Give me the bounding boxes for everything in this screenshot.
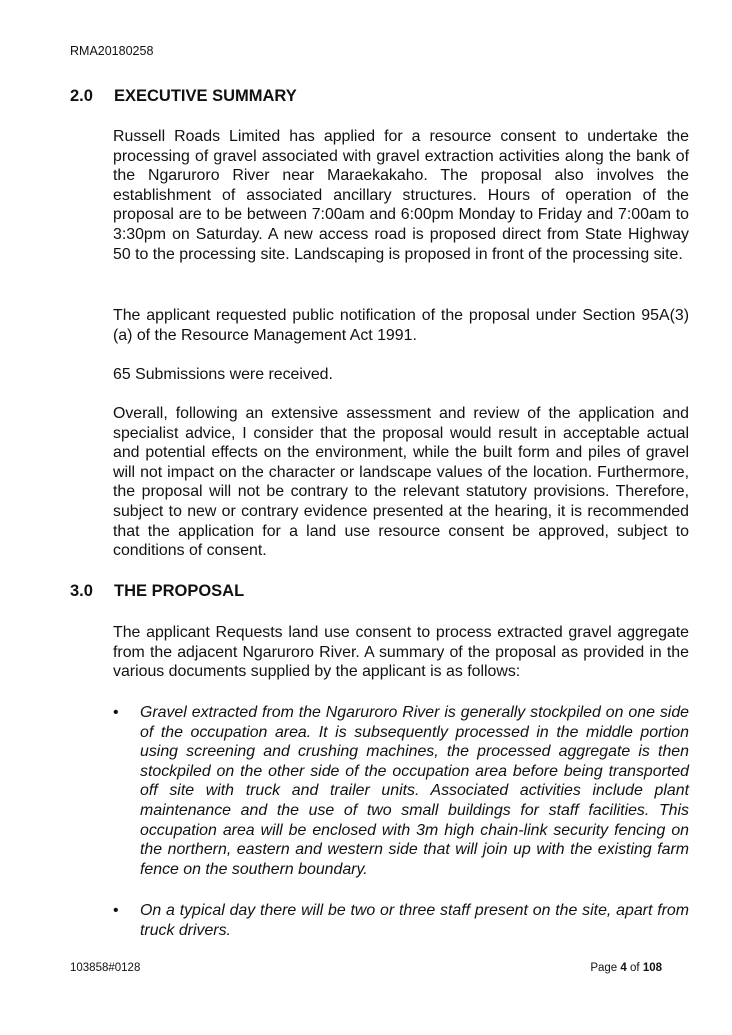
paragraph-public-notification: The applicant requested public notification of the proposal under Section 95A(3)(a) of the Resource Management Act 1991. xyxy=(113,307,689,344)
document-reference: RMA20180258 xyxy=(70,44,154,58)
bullet-text-staff-on-site: On a typical day there will be two or three staff present on the site, apart from truck drivers. xyxy=(140,902,689,939)
paragraph-submissions: 65 Submissions were received. xyxy=(113,366,333,383)
section-heading-the-proposal xyxy=(70,582,244,601)
page-label: Page xyxy=(590,962,618,974)
page-total: 108 xyxy=(642,962,662,974)
page-of: of xyxy=(630,962,640,974)
list-item xyxy=(113,703,689,879)
paragraph-proposal-intro: The applicant Requests land use consent to process extracted gravel aggregate from the adjacent Ngaruroro River. A summary of the proposal as provided in the various documents supplied by the applicant is as follows: xyxy=(113,624,689,681)
section-number: 2.0 xyxy=(70,87,93,105)
section-title: EXECUTIVE SUMMARY xyxy=(114,87,297,105)
page-current: 4 xyxy=(620,962,627,974)
bullet-icon: • xyxy=(113,704,119,721)
paragraph-overall-recommendation: Overall, following an extensive assessment and review of the application and specialist advice, I consider that the proposal would result in acceptable actual and potential effects on the environment, while the built form and piles of gravel will not impact on the character or landscape values of the location. Furthermore, the proposal will not be contrary to the relevant statutory provisions. Therefore, subject to new or contrary evidence presented at the hearing, it is recommended that the application for a land use resource consent be approved, subject to conditions of consent. xyxy=(113,405,689,560)
section-heading-executive-summary xyxy=(70,87,297,106)
bullet-text-gravel-processing: Gravel extracted from the Ngaruroro River is generally stockpiled on one side of the occupation area. It is subsequently processed in the middle portion using screening and crushing machines, the processed aggregate is then stockpiled on the other side of the occupation area before being transported off site with truck and trailer units. Associated activities include plant maintenance and the use of two small buildings for staff facilities. This occupation area will be enclosed with 3m high chain-link security fencing on the northern, eastern and western side that will join up with the existing farm fence on the southern boundary. xyxy=(140,704,689,878)
footer-page-number xyxy=(590,962,662,974)
section-number: 3.0 xyxy=(70,582,93,600)
list-item xyxy=(113,901,689,940)
footer-document-id: 103858#0128 xyxy=(70,962,141,974)
section-title: THE PROPOSAL xyxy=(114,582,245,600)
paragraph-summary-intro: Russell Roads Limited has applied for a resource consent to undertake the processing of gravel associated with gravel extraction activities along the bank of the Ngaruroro River near Maraekakaho. The proposal also involves the establishment of associated ancillary structures. Hours of operation of the proposal are to be between 7:00am and 6:00pm Monday to Friday and 7:00am to 3:30pm on Saturday. A new access road is proposed direct from State Highway 50 to the processing site. Landscaping is proposed in front of the processing site. xyxy=(113,128,689,263)
bullet-icon: • xyxy=(113,902,119,919)
